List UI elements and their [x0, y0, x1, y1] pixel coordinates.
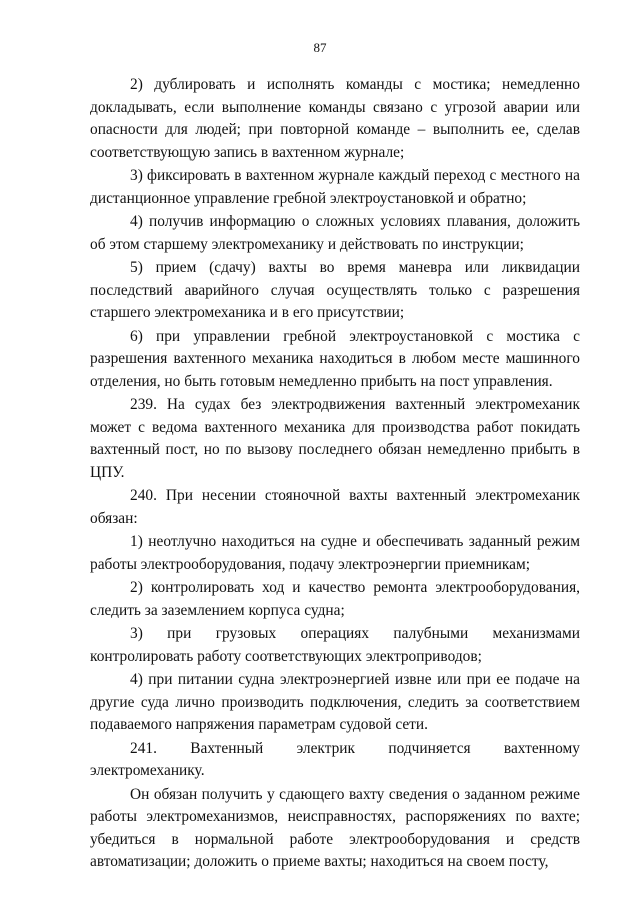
paragraph-239: 239. На судах без электродвижения вахтенный электромеханик может с ведома вахтенного механика для производства работ покидать вахтенный пост, но по вызову последнего обязан немедленно прибыть в ЦПУ.	[90, 396, 580, 481]
page-number: 87	[313, 40, 327, 55]
paragraph-240-item-3: 3) при грузовых операциях палубными механизмами контролировать работу соответствующих электроприводов;	[90, 625, 580, 665]
paragraph-240-item-2: 2) контролировать ход и качество ремонта электрооборудования, следить за заземлением корпуса судна;	[90, 579, 580, 619]
paragraph-240: 240. При несении стояночной вахты вахтенный электромеханик обязан:	[90, 487, 580, 527]
paragraph-241: 241. Вахтенный электрик подчиняется вахтенному электромеханику.	[90, 739, 580, 779]
paragraph-item-6: 6) при управлении гребной электроустановкой с мостика с разрешения вахтенного механика находиться в любом месте машинного отделения, но быть готовым немедленно прибыть на пост управления.	[90, 327, 580, 390]
document-body	[90, 74, 580, 874]
paragraph-240-item-4: 4) при питании судна электроэнергией извне или при ее подаче на другие суда лично производить подключения, следить за соответствием подаваемого напряжения параметрам судовой сети.	[90, 671, 580, 733]
paragraph-240-item-1: 1) неотлучно находиться на судне и обеспечивать заданный режим работы электрооборудования, подачу электроэнергии приемникам;	[90, 533, 580, 573]
paragraph-item-5: 5) прием (сдачу) вахты во время маневра или ликвидации последствий аварийного случая осуществлять только с разрешения старшего электромеханика и в его присутствии;	[90, 259, 580, 321]
paragraph-241-continuation: Он обязан получить у сдающего вахту сведения о заданном режиме работы электромеханизмов, неисправностях, распоряжениях по вахте; убедиться в нормальной работе электрооборудования и средств автоматизации; доложить о приеме вахты; находиться на своем посту,	[90, 785, 580, 870]
paragraph-item-4: 4) получив информацию о сложных условиях плавания, доложить об этом старшему электромеханику и действовать по инструкции;	[90, 213, 580, 253]
paragraph-item-2: 2) дублировать и исполнять команды с мостика; немедленно докладывать, если выполнение команды связано с угрозой аварии или опасности для людей; при повторной команде – выполнить ее, сделав соответствующую запись в вахтенном журнале;	[90, 76, 580, 161]
paragraph-item-3: 3) фиксировать в вахтенном журнале каждый переход с местного на дистанционное управление гребной электроустановкой и обратно;	[90, 167, 580, 207]
